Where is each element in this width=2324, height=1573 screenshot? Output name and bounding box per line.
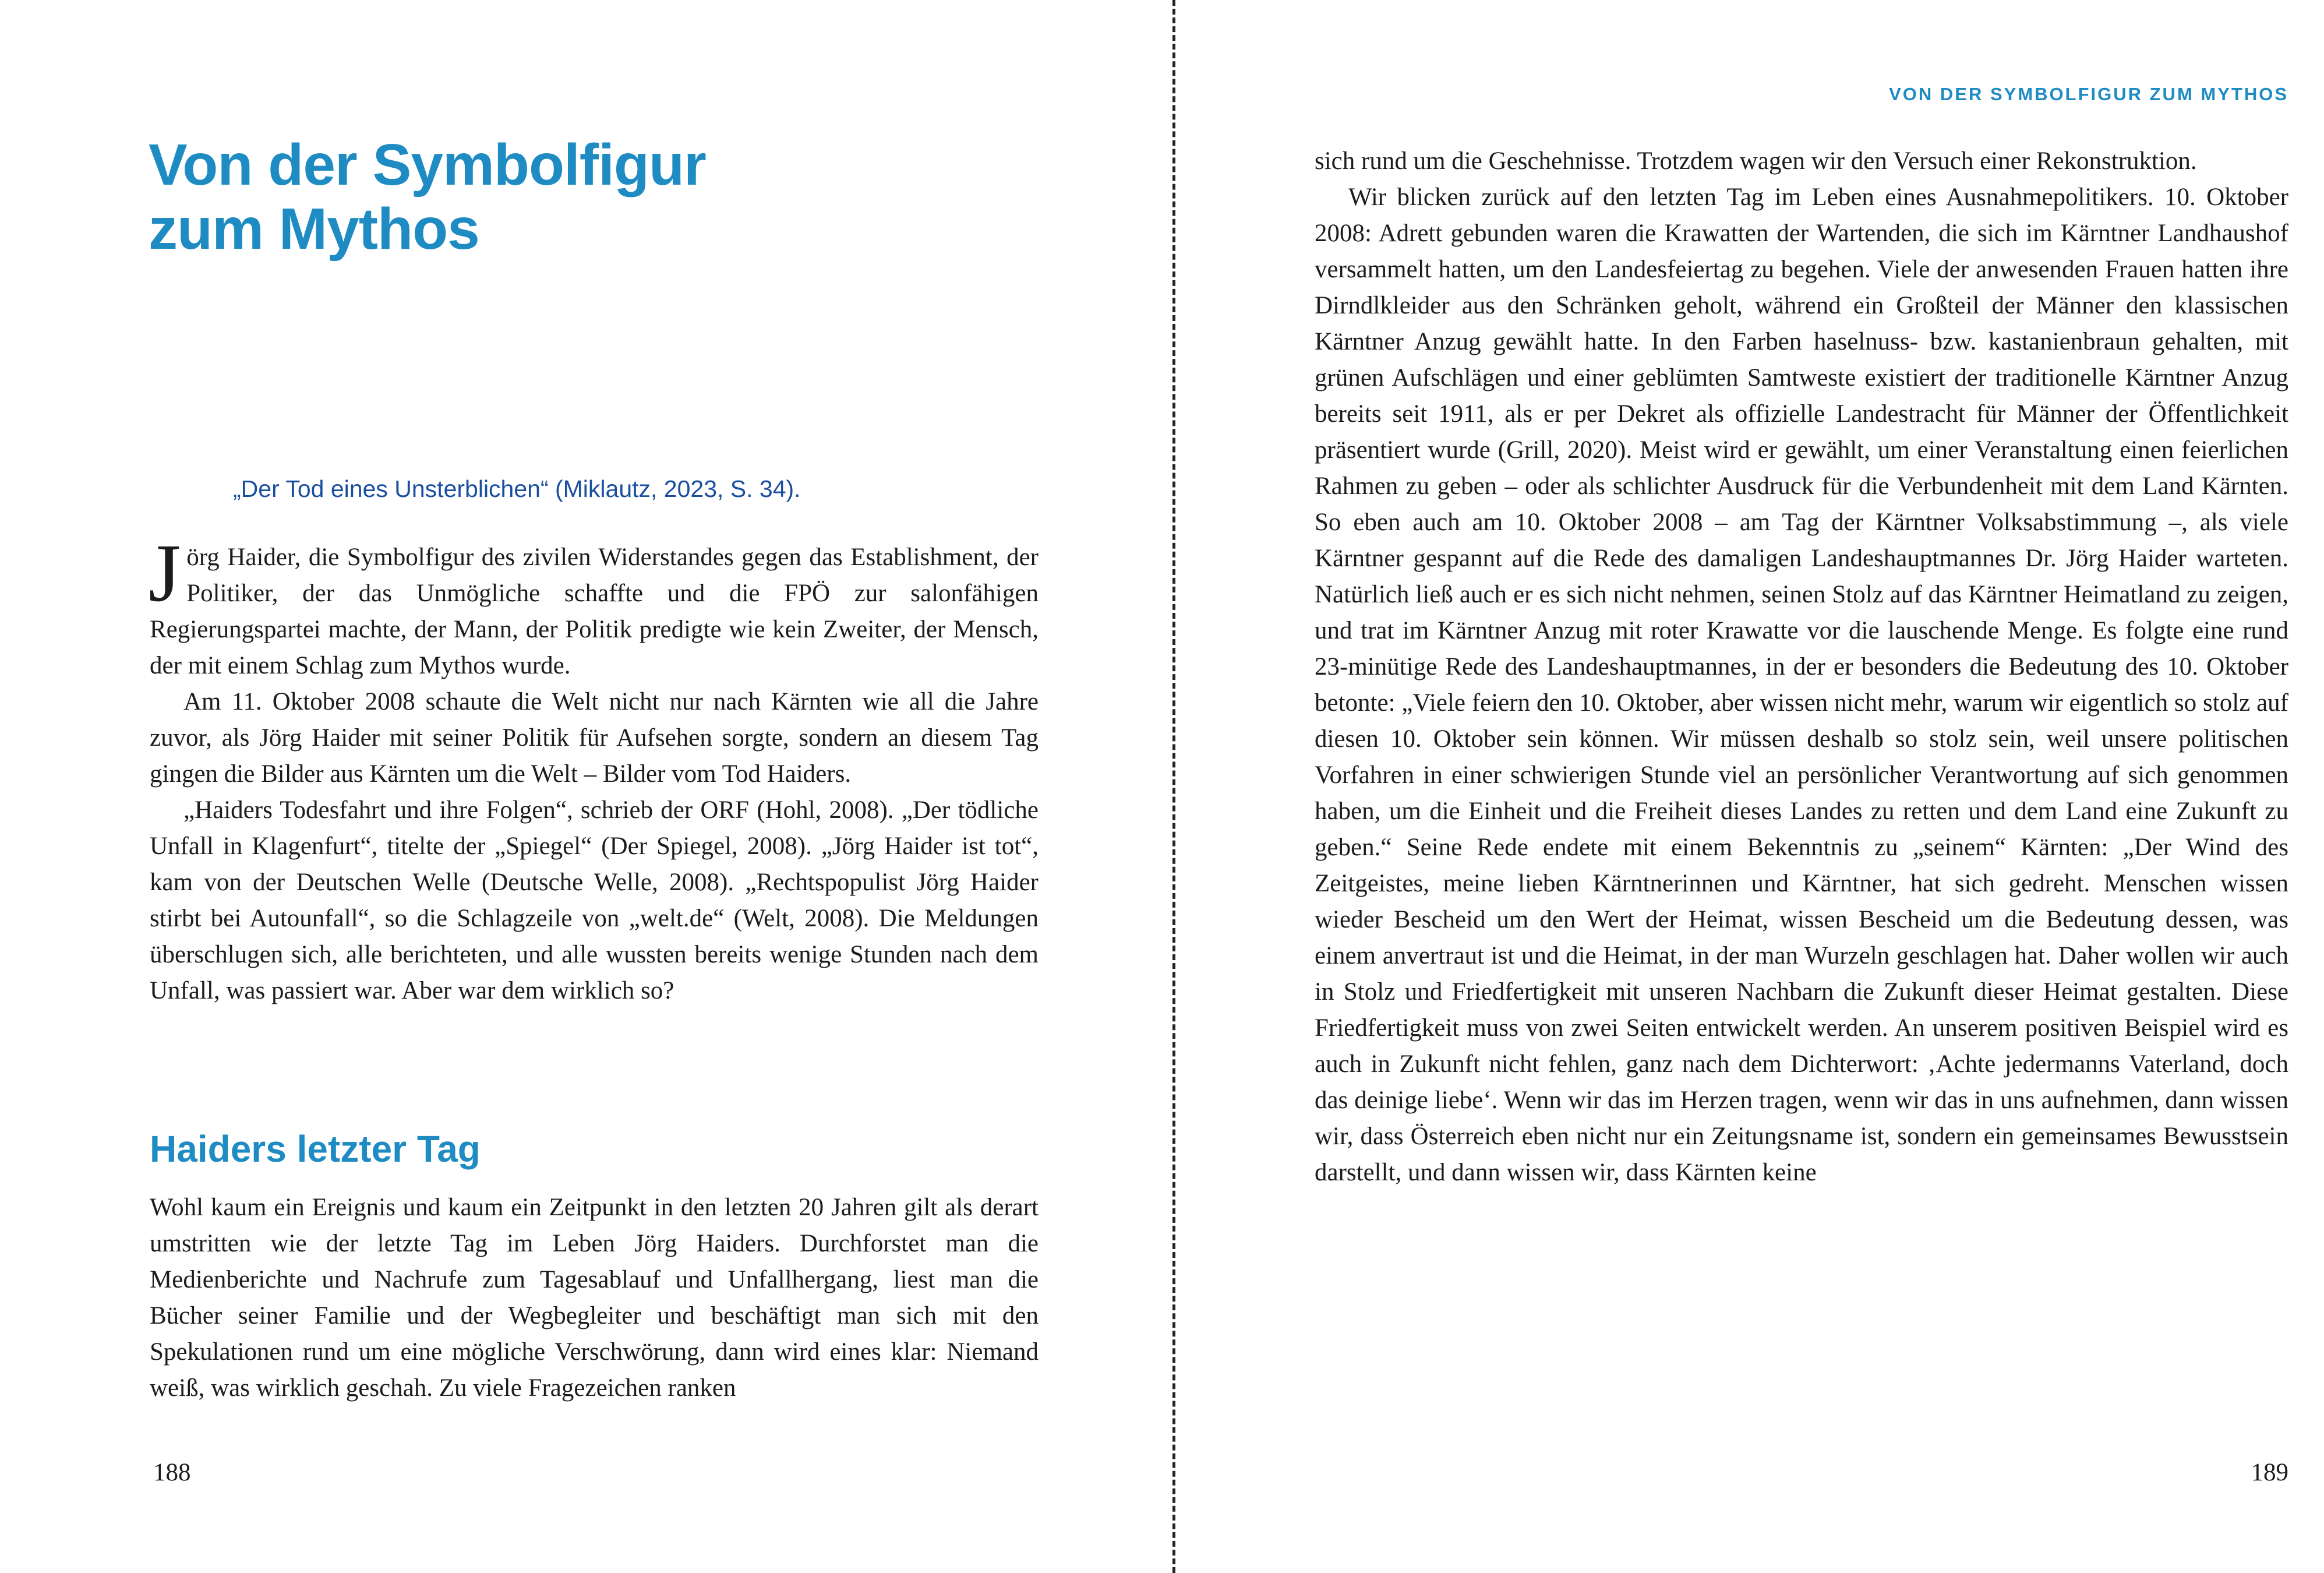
running-header: VON DER SYMBOLFIGUR ZUM MYTHOS: [1889, 84, 2288, 104]
drop-cap: J: [149, 527, 181, 619]
section-paragraph: Wohl kaum ein Ereignis und kaum ein Zeitpunkt in den letzten 20 Jahren gilt als derart umstritten wie der letzte Tag im Leben Jörg Haiders. Durchforstet man die Medienberichte und Nachrufe zum Tagesablauf und Unfallhergang, liest man die Bücher seiner Familie und der Wegbegleiter und beschäftigt man sich mit den Spekulationen rund um eine mögliche Verschwörung, dann wird eines klar: Niemand weiß, was wirklich geschah. Zu viele Fragezeichen ranken: [150, 1194, 1039, 1402]
page-number-right: 189: [2251, 1459, 2288, 1486]
epigraph-quote: „Der Tod eines Unsterblichen“ (Miklautz, 2023, S. 34).: [233, 475, 801, 502]
right-paragraph-2: Wir blicken zurück auf den letzten Tag im Leben eines Ausnahmepolitikers. 10. Oktober 2008: Adrett gebunden waren die Krawatten der Wartenden, die sich im Kärntner Landhaushof versammelt hatten, um den Landesfeiertag zu begehen. Viele der anwesenden Frauen hatten ihre Dirndlkleider aus den Schränken geholt, während ein Großteil der Männer den klassischen Kärntner Anzug gewählt hatte. In den Farben haselnuss- bzw. kastanienbraun gehalten, mit grünen Aufschlägen und einer geblümten Samtweste existiert der traditionelle Kärntner Anzug bereits seit 1911, als er per Dekret als offizielle Landestracht für Männer der Öffentlichkeit präsentiert wurde (Grill, 2020). Meist wird er gewählt, um einer Veranstaltung einen feierlichen Rahmen zu geben – oder als schlichter Ausdruck für die Verbundenheit mit dem Land Kärnten. So eben auch am 10. Oktober 2008 – am Tag der Kärntner Volksabstimmung –, als viele Kärntner gespannt auf die Rede des damaligen Landeshauptmannes Dr. Jörg Haider warteten. Natürlich ließ auch er es sich nicht nehmen, seinen Stolz auf das Kärntner Heimatland zu zeigen, und trat im Kärntner Anzug mit roter Krawatte vor die lauschende Menge. Es folgte eine rund 23-minütige Rede des Landeshauptmannes, in der er besonders die Bedeutung des 10. Oktober betonte: „Viele feiern den 10. Oktober, aber wissen nicht mehr, warum wir eigentlich so stolz auf diesen 10. Oktober sein können. Wir müssen deshalb so stolz sein, weil unsere politischen Vorfahren in einer schwierigen Stunde viel an persönlicher Verantwortung auf sich genommen haben, um die Einheit und die Freiheit dieses Landes zu retten und dem Land eine Zukunft zu geben.“ Seine Rede endete mit einem Bekenntnis zu „seinem“ Kärnten: „Der Wind des Zeitgeistes, meine lieben Kärntnerinnen und Kärntner, hat sich gedreht. Menschen wissen wieder Bescheid um den Wert der Heimat, wissen Bescheid um die Bedeutung dessen, was einem anvertraut ist und die Heimat, in der man Wurzeln geschlagen hat. Daher wollen wir auch in Stolz und Friedfertigkeit mit unseren Nachbarn die Zukunft dieser Heimat gestalten. Diese Friedfertigkeit muss von zwei Seiten entwickelt werden. An unserem positiven Beispiel wird es auch in Zukunft nicht fehlen, ganz nach dem Dichterwort: ‚Achte jedermanns Vaterland, doch das deinige liebe‘. Wenn wir das im Herzen tragen, wenn wir das in uns aufnehmen, dann wissen wir, dass Österreich eben nicht nur ein Zeitungsname ist, sondern ein gemeinsames Bewusstsein darstellt, und dann wissen wir, dass Kärnten keine: [1315, 184, 2288, 1186]
right-body-text: [1315, 143, 2288, 1191]
section-body-text: [150, 1190, 1039, 1406]
intro-paragraph-3: „Haiders Todesfahrt und ihre Folgen“, schrieb der ORF (Hohl, 2008). „Der tödliche Unfall in Klagenfurt“, titelte der „Spiegel“ (Der Spiegel, 2008). „Jörg Haider ist tot“, kam von der Deutschen Welle (Deutsche Welle, 2008). „Rechtspopulist Jörg Haider stirbt bei Autounfall“, so die Schlagzeile von „welt.de“ (Welt, 2008). Die Meldungen überschlugen sich, alle berichteten, und alle wussten bereits wenige Stunden nach dem Unfall, was passiert war. Aber war dem wirklich so?: [150, 796, 1039, 1004]
right-page: [1178, 0, 2324, 1573]
intro-text: [149, 527, 1039, 1009]
chapter-title: [149, 133, 1022, 261]
intro-paragraph-1: [149, 527, 1039, 684]
page-number-left: 188: [153, 1459, 191, 1486]
intro-paragraph-2: Am 11. Oktober 2008 schaute die Welt nicht nur nach Kärnten wie all die Jahre zuvor, als Jörg Haider mit seiner Politik für Aufsehen sorgte, sondern an diesem Tag gingen die Bilder aus Kärnten um die Welt – Bilder vom Tod Haiders.: [150, 688, 1039, 788]
chapter-title-line-1: Von der Symbolfigur: [149, 132, 706, 197]
right-paragraph-1: sich rund um die Geschehnisse. Trotzdem wagen wir den Versuch einer Rekonstruktion.: [1315, 147, 2197, 175]
section-heading: Haiders letzter Tag: [150, 1128, 481, 1170]
chapter-title-line-2: zum Mythos: [149, 196, 479, 262]
page-gutter-divider: [1172, 0, 1175, 1573]
intro-paragraph-1-text: örg Haider, die Symbolfigur des zivilen Widerstandes gegen das Establishment, der Politiker, der das Unmögliche schaffte und die FPÖ zur salonfähigen Regierungspartei machte, der Mann, der Politik predigte wie kein Zweiter, der Mensch, der mit einem Schlag zum Mythos wurde.: [150, 544, 1039, 679]
